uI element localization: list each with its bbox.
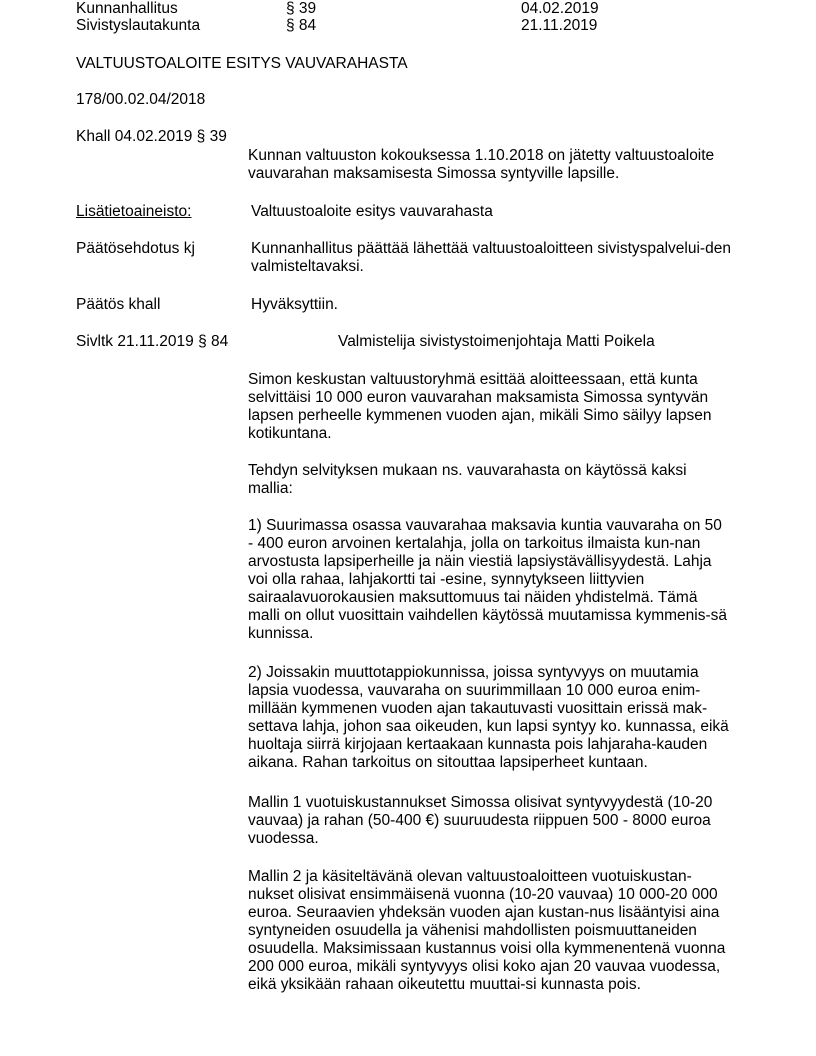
khall-intro: Kunnan valtuuston kokouksessa 1.10.2018 on jätetty valtuustoaloite vauvarahan maksamisesta Simossa syntyville lapsille. xyxy=(248,147,715,182)
header-body-kunnanhallitus: Kunnanhallitus xyxy=(76,0,178,17)
decision-text: Hyväksyttiin. xyxy=(251,296,338,313)
header-date-2: 21.11.2019 xyxy=(521,17,598,34)
khall-heading: Khall 04.02.2019 § 39 xyxy=(76,128,227,145)
paragraph-5: Mallin 1 vuotuiskustannukset Simossa olisivat syntyvyydestä (10-20 vauvaa) ja rahan (50-400 €) suuruudesta riippuen 500 - 8000 euroa vuodessa. xyxy=(248,794,713,847)
paragraph-6: Mallin 2 ja käsiteltävänä olevan valtuustoaloitteen vuotuiskustan-nukset olisivat ensimmäisenä vuonna (10-20 vauvaa) 10 000-20 000 euroa. Seuraavien yhdeksän vuoden ajan kustan-nus lisääntyisi aina syntyneiden osuudella ja vähenisi mahdollisten poismuuttaneiden osuudella. Maksimissaan kustannus voisi olla kymmenentenä vuonna 200 000 euroa, mikäli syntyvyys olisi koko ajan 20 vauvaa vuodessa, eikä yksikään rahaan oikeutettu muuttai-si kunnasta pois. xyxy=(248,868,726,993)
header-section-84: § 84 xyxy=(286,17,317,34)
paragraph-4: 2) Joissakin muuttotappiokunnissa, joissa syntyvyys on muutamia lapsia vuodessa, vauvaraha on suurimmillaan 10 000 euroa enim-millään kymmenen vuoden ajan takautuvasti vuosittain erissä mak-settava lahja, johon saa oikeuden, kun lapsi syntyy ko. kunnassa, eikä huoltaja siirrä kirjojaan kertaakaan kunnasta pois lahjaraha-kauden aikana. Rahan tarkoitus on sitouttaa lapsiperheet kuntaan. xyxy=(248,664,729,771)
document-title: VALTUUSTOALOITE ESITYS VAUVARAHASTA xyxy=(76,55,408,72)
reference-number: 178/00.02.04/2018 xyxy=(76,91,206,108)
preparer-line: Valmistelija sivistystoimenjohtaja Matti Poikela xyxy=(338,333,655,350)
header-section-39: § 39 xyxy=(286,0,317,17)
proposal-label: Päätösehdotus kj xyxy=(76,240,195,257)
paragraph-1: Simon keskustan valtuustoryhmä esittää aloitteessaan, että kunta selvittäisi 10 000 euron vauvarahan maksamista Simossa syntyvän lapsen perheelle kymmenen vuoden ajan, mikäli Simo säilyy lapsen kotikuntana. xyxy=(248,371,712,442)
header-date-1: 04.02.2019 xyxy=(521,0,599,17)
paragraph-3: 1) Suurimassa osassa vauvarahaa maksavia kuntia vauvaraha on 50 - 400 euron arvoinen kertalahja, jolla on tarkoitus ilmaista kun-nan arvostusta lapsiperheille ja näin viestiä lapsiystävällisyydestä. Lahja voi olla rahaa, lahjakortti tai -esine, synnytykseen liittyvien sairaalavuorokausien maksuttomuus tai näiden yhdistelmä. Tämä malli on ollut vuosittain vaihdellen käytössä muutamissa kymmenis-sä kunnissa. xyxy=(248,517,727,642)
sivltk-heading: Sivltk 21.11.2019 § 84 xyxy=(76,333,229,350)
proposal-text: Kunnanhallitus päättää lähettää valtuustoaloitteen sivistyspalvelui-den valmisteltavaksi. xyxy=(251,240,731,275)
additional-info-value: Valtuustoaloite esitys vauvarahasta xyxy=(251,203,493,220)
decision-label: Päätös khall xyxy=(76,296,161,313)
additional-info-label: Lisätietoaineisto: xyxy=(76,203,192,220)
paragraph-2: Tehdyn selvityksen mukaan ns. vauvarahasta on käytössä kaksi mallia: xyxy=(248,462,687,497)
header-body-sivistyslautakunta: Sivistyslautakunta xyxy=(76,17,201,34)
